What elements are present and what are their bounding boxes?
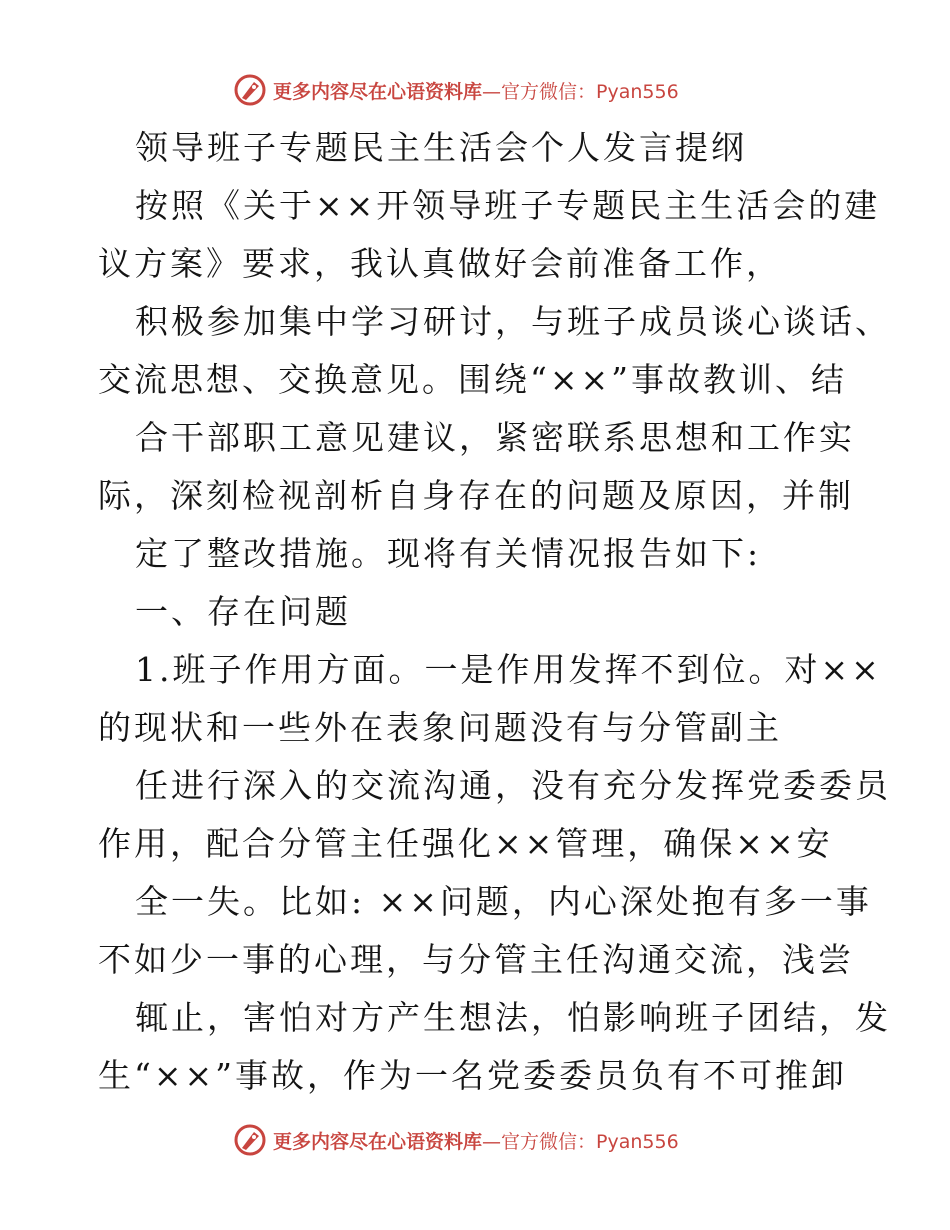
text-line: 1.班子作用方面。一是作用发挥不到位。对×× — [135, 650, 882, 689]
text-line: 不如少一事的心理，与分管主任沟通交流，浅尝 — [98, 940, 854, 979]
document-title: 领导班子专题民主生活会个人发言提纲 — [135, 128, 747, 167]
text-line: 的现状和一些外在表象问题没有与分管副主 — [98, 708, 782, 747]
text-line: 按照《关于××开领导班子专题民主生活会的建 — [135, 186, 881, 225]
watermark-dash: — — [482, 80, 502, 103]
header-watermark — [233, 73, 679, 107]
text-line: 际，深刻检视剖析自身存在的问题及原因，并制 — [98, 476, 854, 515]
watermark-wechat: 官方微信：Pyan556 — [501, 1130, 679, 1153]
text-line: 议方案》要求，我认真做好会前准备工作， — [98, 244, 782, 283]
watermark-site: 更多内容尽在心语资料库 — [273, 80, 483, 103]
watermark-wechat: 官方微信：Pyan556 — [501, 80, 679, 103]
text-line: 全一失。比如: ××问题，内心深处抱有多一事 — [135, 882, 872, 921]
text-line: 积极参加集中学习研讨，与班子成员谈心谈话、 — [135, 302, 891, 341]
pen-nib-logo-icon — [233, 73, 267, 107]
text-line: 辄止，害怕对方产生想法，怕影响班子团结，发 — [135, 998, 891, 1037]
pen-nib-logo-icon — [233, 1123, 267, 1157]
section-heading: 一、存在问题 — [135, 592, 351, 631]
text-line: 任进行深入的交流沟通，没有充分发挥党委委员 — [135, 766, 891, 805]
text-line: 定了整改措施。现将有关情况报告如下: — [135, 534, 762, 573]
text-line: 生“××”事故，作为一名党委委员负有不可推卸 — [98, 1056, 848, 1095]
footer-watermark — [233, 1123, 679, 1157]
text-line: 合干部职工意见建议，紧密联系思想和工作实 — [135, 418, 855, 457]
watermark-dash: — — [482, 1130, 502, 1153]
watermark-text — [273, 1127, 679, 1154]
text-line: 作用，配合分管主任强化××管理，确保××安 — [98, 824, 833, 863]
watermark-text — [273, 77, 679, 104]
watermark-site: 更多内容尽在心语资料库 — [273, 1130, 483, 1153]
text-line: 交流思想、交换意见。围绕“××”事故教训、结 — [98, 360, 848, 399]
